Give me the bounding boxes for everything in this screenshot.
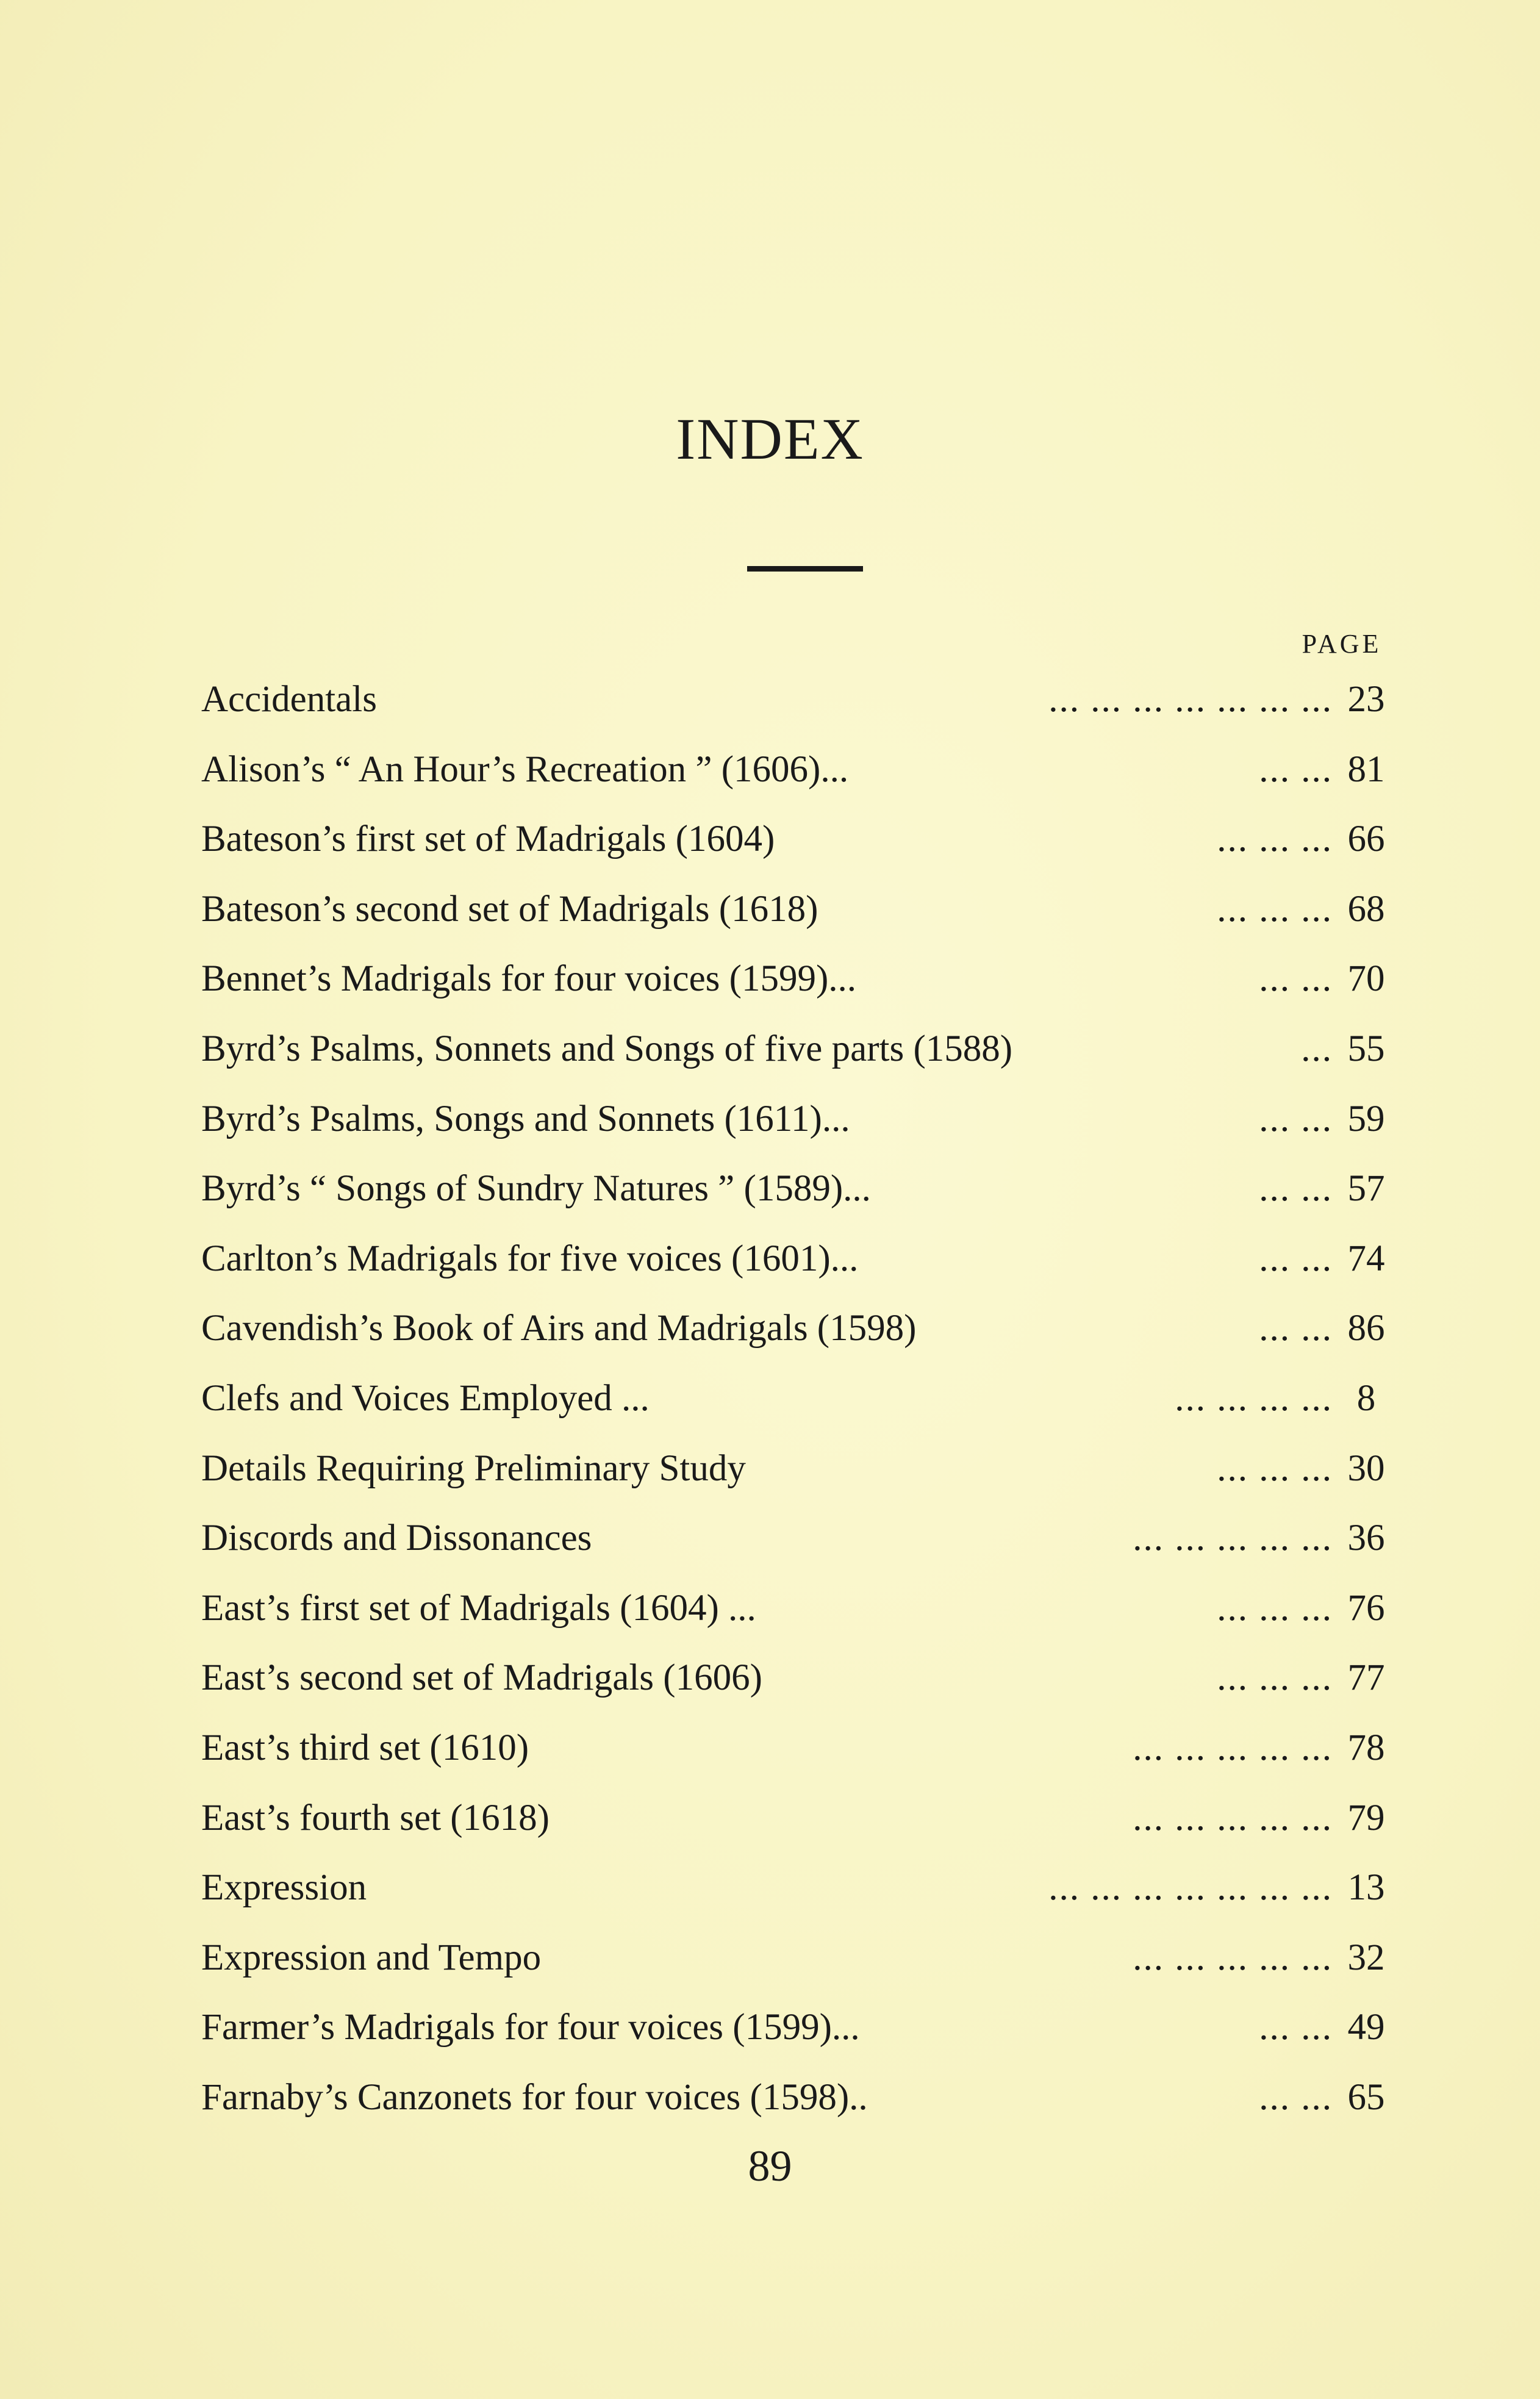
index-entry (201, 1154, 1391, 1224)
index-entry (201, 875, 1391, 945)
leader-dots: ... ... (1259, 1098, 1333, 1139)
leader-dots: ... ... (1259, 1308, 1333, 1349)
entry-page-number: 76 (1347, 1587, 1385, 1629)
leader-dots: ... ... (1259, 2076, 1333, 2118)
entry-title: Bateson’s first set of Madrigals (1604) (201, 819, 775, 860)
leader-dots: ... ... ... ... (1175, 1377, 1333, 1419)
title-rule (747, 566, 863, 572)
entry-page-number: 8 (1356, 1377, 1376, 1419)
leader-dots: ... ... ... ... ... ... ... (1048, 1867, 1333, 1909)
entry-title: Expression and Tempo (201, 1937, 542, 1978)
entry-title: Details Requiring Preliminary Study (201, 1447, 746, 1489)
entry-title: Accidentals (201, 679, 377, 720)
leader-dots: ... ... (1259, 1238, 1333, 1279)
leader-dots: ... ... ... (1217, 888, 1333, 930)
index-entry (201, 1364, 1391, 1434)
leader-dots: ... ... ... ... ... (1133, 1937, 1333, 1978)
entry-page-number: 79 (1347, 1797, 1385, 1838)
entry-page-number: 36 (1347, 1518, 1385, 1559)
entry-page-number: 55 (1347, 1028, 1385, 1069)
entry-title: Farmer’s Madrigals for four voices (1599)... (201, 2007, 860, 2048)
index-entry (201, 1014, 1391, 1085)
entry-title: Bennet’s Madrigals for four voices (1599)... (201, 958, 857, 1000)
index-entry (201, 1713, 1391, 1784)
entry-title: East’s fourth set (1618) (201, 1797, 550, 1838)
entry-page-number: 86 (1347, 1308, 1385, 1349)
index-list (201, 665, 1391, 2132)
entry-page-number: 13 (1347, 1867, 1385, 1909)
leader-dots: ... ... (1259, 1168, 1333, 1210)
leader-dots: ... ... (1259, 748, 1333, 790)
entry-page-number: 23 (1347, 679, 1385, 720)
index-entry (201, 1853, 1391, 1923)
index-entry (201, 1434, 1391, 1504)
entry-page-number: 66 (1347, 819, 1385, 860)
entry-title: Clefs and Voices Employed ... (201, 1377, 650, 1419)
index-entry (201, 1784, 1391, 1854)
leader-dots: ... ... (1259, 958, 1333, 1000)
leader-dots: ... ... (1259, 2007, 1333, 2048)
entry-title: East’s third set (1610) (201, 1727, 529, 1768)
leader-dots: ... ... ... ... ... (1133, 1518, 1333, 1559)
leader-dots: ... ... ... (1217, 819, 1333, 860)
entry-title: Cavendish’s Book of Airs and Madrigals (1598) (201, 1308, 917, 1349)
index-entry (201, 665, 1391, 735)
leader-dots: ... ... ... ... ... ... ... (1048, 679, 1333, 720)
index-entry (201, 1504, 1391, 1574)
index-entry (201, 2063, 1391, 2133)
index-entry (201, 1224, 1391, 1294)
entry-title: Byrd’s “ Songs of Sundry Natures ” (1589)... (201, 1168, 871, 1210)
entry-page-number: 59 (1347, 1098, 1385, 1139)
entry-page-number: 65 (1347, 2076, 1385, 2118)
entry-title: Byrd’s Psalms, Songs and Sonnets (1611)... (201, 1098, 850, 1139)
entry-page-number: 30 (1347, 1447, 1385, 1489)
entry-page-number: 81 (1347, 748, 1385, 790)
entry-title: East’s first set of Madrigals (1604) ... (201, 1587, 756, 1629)
index-entry (201, 944, 1391, 1014)
entry-page-number: 70 (1347, 958, 1385, 1000)
index-entry (201, 1085, 1391, 1155)
entry-title: Discords and Dissonances (201, 1518, 592, 1559)
index-entry (201, 1923, 1391, 1993)
entry-title: Byrd’s Psalms, Sonnets and Songs of five parts (1588) (201, 1028, 1013, 1069)
index-entry (201, 735, 1391, 805)
leader-dots: ... ... ... ... ... (1133, 1727, 1333, 1768)
entry-page-number: 32 (1347, 1937, 1385, 1978)
page-column-label: PAGE (1302, 629, 1382, 659)
entry-title: Farnaby’s Canzonets for four voices (1598).. (201, 2076, 868, 2118)
page-title: INDEX (676, 406, 864, 472)
leader-dots: ... ... ... (1217, 1657, 1333, 1699)
leader-dots: ... ... ... ... ... (1133, 1797, 1333, 1838)
leader-dots: ... ... ... (1217, 1447, 1333, 1489)
index-entry (201, 1574, 1391, 1644)
entry-page-number: 49 (1347, 2007, 1385, 2048)
entry-page-number: 78 (1347, 1727, 1385, 1768)
index-entry (201, 1294, 1391, 1364)
entry-title: East’s second set of Madrigals (1606) (201, 1657, 762, 1699)
entry-page-number: 68 (1347, 888, 1385, 930)
entry-title: Alison’s “ An Hour’s Recreation ” (1606)... (201, 748, 849, 790)
entry-page-number: 77 (1347, 1657, 1385, 1699)
index-entry (201, 1643, 1391, 1713)
entry-title: Bateson’s second set of Madrigals (1618) (201, 888, 818, 930)
index-entry (201, 1993, 1391, 2063)
leader-dots: ... ... ... (1217, 1587, 1333, 1629)
page-number: 89 (748, 2142, 792, 2190)
entry-page-number: 74 (1347, 1238, 1385, 1279)
entry-title: Expression (201, 1867, 367, 1909)
leader-dots: ... (1301, 1028, 1333, 1069)
entry-page-number: 57 (1347, 1168, 1385, 1210)
entry-title: Carlton’s Madrigals for five voices (1601)... (201, 1238, 859, 1279)
index-entry (201, 805, 1391, 875)
